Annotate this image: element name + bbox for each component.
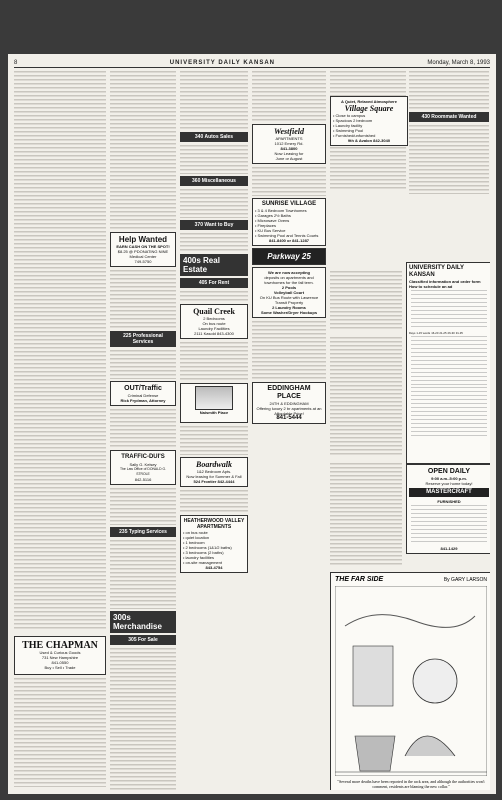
form-lines — [411, 290, 487, 330]
body-text — [110, 487, 176, 525]
pools-line: Volleyball Court — [273, 290, 305, 295]
dui-defense-sub: Criminal Defense — [127, 393, 159, 398]
body-text — [409, 124, 489, 194]
quail-creek-line1: 2 Bedrooms — [203, 316, 225, 321]
dui-defense-ad — [110, 381, 176, 406]
rate-table-header — [409, 331, 489, 335]
village-item: • Spacious 2 bedroom — [333, 118, 373, 123]
body-text — [180, 425, 248, 455]
heatherwood-item: • 1 bedroom — [183, 540, 205, 545]
dui-defense-line: Rick Frydman, Attorney — [120, 398, 166, 403]
body-text — [330, 336, 402, 456]
quail-creek-phone: 2111 Kasold 843-4300 — [194, 331, 234, 336]
chapman-title: THE CHAPMAN — [22, 640, 98, 651]
rate-col: 16-20 — [431, 331, 439, 335]
traffic-dui-title: TRAFFIC-DUI'S — [121, 454, 165, 460]
section-heading-for-rent: 405 For Rent — [180, 278, 248, 288]
issue-date: Monday, March 8, 1993 — [427, 59, 490, 66]
far-side-cartoon — [330, 572, 490, 790]
sunrise-item: • KU Bus Service — [255, 228, 286, 233]
pools-line: 2 Pools — [281, 285, 297, 290]
column-3 — [180, 70, 248, 790]
section-heading-misc: 360 Miscellaneous — [180, 176, 248, 186]
village-name: Village Square — [344, 104, 394, 113]
eddingham-title: EDDINGHAM PLACE — [267, 385, 311, 400]
section-heading-services: 225 Professional Services — [110, 331, 176, 347]
heatherwood-item: • on bus route — [183, 530, 208, 535]
help-wanted-ad — [110, 232, 176, 267]
body-text — [252, 320, 326, 380]
body-text — [180, 489, 248, 513]
masthead: UNIVERSITY DAILY KANSAN — [169, 59, 275, 66]
chapman-subtitle: Used & Curious Goods — [39, 650, 81, 655]
page-number: 8 — [14, 59, 18, 66]
open-daily-line: Reserve your home today! — [425, 481, 473, 486]
body-text — [180, 144, 248, 174]
body-text — [14, 70, 106, 630]
chapman-ad — [14, 636, 106, 675]
pools-line: 2 Laundry Rooms — [272, 305, 306, 310]
rate-col: 21-25 — [439, 331, 447, 335]
village-title: A Quiet, Relaxed Atmosphere — [341, 99, 397, 104]
newspaper-page — [8, 54, 496, 794]
body-text — [110, 70, 176, 230]
mastercraft-line: FURNISHED — [437, 499, 461, 504]
westfield-line2: June or August — [275, 156, 303, 161]
help-wanted-title: Help Wanted — [118, 235, 168, 244]
building-illustration — [195, 386, 233, 410]
section-heading-typing: 235 Typing Services — [110, 527, 176, 537]
section-heading-want-to-buy: 370 Want to Buy — [180, 220, 248, 230]
help-wanted-line3: Medical Center — [129, 254, 157, 259]
eddingham-phone: 841-5444 — [276, 415, 302, 421]
cartoon-drawing — [335, 586, 487, 776]
column-5 — [330, 70, 490, 790]
body-text — [330, 462, 402, 566]
heatherwood-phone: 843-4754 — [205, 565, 223, 570]
boardwalk-ad — [180, 457, 248, 487]
traffic-dui-ad — [110, 450, 176, 485]
body-text — [110, 349, 176, 379]
body-text — [110, 539, 176, 609]
body-text — [252, 70, 326, 122]
body-text — [180, 290, 248, 302]
village-square-ad — [330, 96, 408, 146]
section-heading-autos: 340 Autos Sales — [180, 132, 248, 142]
eddingham-line1: 24TH & EDDINGHAM — [269, 401, 309, 406]
section-heading-roommate: 430 Roommate Wanted — [409, 112, 489, 122]
traffic-dui-sub: Sally G. Kelsey — [129, 462, 157, 467]
form-lines — [411, 336, 487, 386]
body-text — [330, 270, 402, 330]
cartoon-author: By GARY LARSON — [443, 576, 487, 583]
accepting-line1: We are now accepting — [268, 270, 310, 275]
body-text — [110, 269, 176, 329]
kansan-sub: Classified information and order form — [409, 279, 481, 284]
cartoon-title: THE FAR SIDE — [335, 576, 384, 583]
mastercraft-phone: 841-1429 — [440, 546, 458, 551]
quail-creek-title: Quail Creek — [193, 307, 235, 316]
body-text — [110, 647, 176, 790]
sunrise-item: • Swimming Pool and Tennis Courts — [255, 233, 319, 238]
chapman-tagline: Buy • Sell • Trade — [44, 665, 76, 670]
rate-col: 26-30 — [447, 331, 455, 335]
traffic-dui-line: The Law Office of DONALD G. STROLE — [119, 467, 167, 476]
heatherwood-item: • 2 bedrooms (1&1/2 baths) — [183, 545, 232, 550]
westfield-address: 1012 Emery Rd. — [274, 141, 304, 146]
kansan-title: UNIVERSITY DAILY KANSAN — [409, 265, 464, 278]
heatherwood-item: • quiet location — [183, 535, 210, 540]
boardwalk-line2: Now leasing for Summer & Fall — [186, 474, 242, 479]
body-text — [409, 70, 489, 110]
pools-line: Some Washer/Dryer Hookups — [260, 310, 318, 315]
village-item: • Swimming Pool — [333, 128, 364, 133]
cartoon-caption: "Several more deaths have been reported in the rack area, and although the authorities won't comment, residents are blaming the new collar." — [337, 779, 485, 789]
boardwalk-title: Boardwalk — [195, 460, 232, 469]
help-wanted-line2: $8.25 @ PDONATING NINE — [117, 249, 169, 254]
body-text — [252, 166, 326, 196]
village-item: • Laundry facility — [333, 123, 363, 128]
boardwalk-line1: 1&2 Bedroom Apts. — [196, 469, 232, 474]
village-item: • Close to campus — [333, 113, 366, 118]
body-text — [180, 232, 248, 252]
body-text — [180, 341, 248, 381]
mastercraft-title: MASTERCRAFT — [409, 488, 489, 497]
heatherwood-ad — [180, 515, 248, 573]
chapman-phone: 841-0550 — [51, 660, 69, 665]
sunrise-phone: 841-8400 or 841-1287 — [268, 238, 310, 243]
body-text — [110, 408, 176, 448]
form-lines — [411, 387, 487, 437]
rate-col: 1-15 words — [416, 331, 431, 335]
page-header — [14, 58, 490, 68]
right-stack — [409, 70, 489, 194]
column-1 — [14, 70, 106, 790]
section-heading-for-sale: 305 For Sale — [110, 635, 176, 645]
accepting-deposits-ad — [252, 267, 326, 318]
help-wanted-line1: EARN CASH ON THE SPOT! — [116, 244, 170, 249]
open-daily-hours: 9:00 a.m.-5:00 p.m. — [431, 476, 467, 481]
sunrise-item: • 3 & 4 Bedroom Townhomes — [255, 208, 307, 213]
eddingham-ad — [252, 382, 326, 424]
heatherwood-title: HEATHERWOOD VALLEY APARTMENTS — [183, 518, 245, 530]
accepting-line2: deposits on apartments and townhomes for the fall term. — [264, 275, 314, 285]
heatherwood-item: • laundry facilities — [183, 555, 214, 560]
sunrise-item: • Microwave Ovens — [255, 218, 290, 223]
open-daily-ad — [406, 464, 490, 554]
westfield-line1: Now Leasing for — [274, 151, 304, 156]
sunrise-village-ad — [252, 198, 326, 246]
parkway-ad — [252, 248, 326, 265]
column-2 — [110, 70, 176, 790]
westfield-ad — [252, 124, 326, 164]
traffic-dui-phone: 842-5116 — [134, 477, 152, 482]
column-4 — [252, 70, 326, 790]
heatherwood-item: • on-site management — [183, 560, 222, 565]
boardwalk-phone: 524 Frontier 842-4444 — [193, 479, 235, 484]
kansan-order-form — [406, 262, 490, 464]
westfield-phone: 841-3800 — [280, 146, 298, 151]
help-wanted-phone: 749-5750 — [134, 259, 152, 264]
naismith-title: Naismith Place — [199, 410, 229, 415]
kansan-howto: How to schedule an ad — [409, 284, 453, 289]
body-text — [180, 188, 248, 218]
open-daily-title: OPEN DAILY — [427, 468, 471, 475]
section-heading-real-estate: 400s Real Estate — [180, 254, 248, 276]
eddingham-line2: Offering luxury 2 br apartments at an Affordable Price! — [256, 406, 322, 416]
naismith-ad — [180, 383, 248, 423]
westfield-sub: APARTMENTS — [275, 136, 303, 141]
heatherwood-item: • 3 bedrooms (2 baths) — [183, 550, 224, 555]
sunrise-item: • Garages 2½ Baths — [255, 213, 291, 218]
form-lines — [411, 505, 487, 545]
chapman-address: 731 New Hampshire — [41, 655, 79, 660]
quail-creek-line2: On bus route — [202, 321, 226, 326]
westfield-title: Westfield — [273, 127, 305, 136]
dui-defense-title: OUT/Traffic — [124, 385, 162, 392]
cartoon-header — [331, 573, 490, 586]
sunrise-title: SUNRISE VILLAGE — [261, 201, 317, 207]
pools-line: On KU Bus Route with Lawrence Transit Property — [259, 295, 319, 305]
parkway-title: Parkway 25 — [267, 252, 311, 261]
section-heading-merchandise: 300s Merchandise — [110, 611, 176, 633]
village-item: • Furnished/unfurnished — [333, 133, 376, 138]
sunrise-item: • Fireplaces — [255, 223, 276, 228]
rate-col: Days — [409, 331, 416, 335]
quail-creek-line3: Laundry Facilities — [198, 326, 230, 331]
body-text — [14, 677, 106, 787]
village-phone: 9th & Avalon 842-3040 — [347, 138, 391, 143]
rate-col: 31-35 — [455, 331, 463, 335]
quail-creek-ad — [180, 304, 248, 339]
body-text — [180, 70, 248, 130]
